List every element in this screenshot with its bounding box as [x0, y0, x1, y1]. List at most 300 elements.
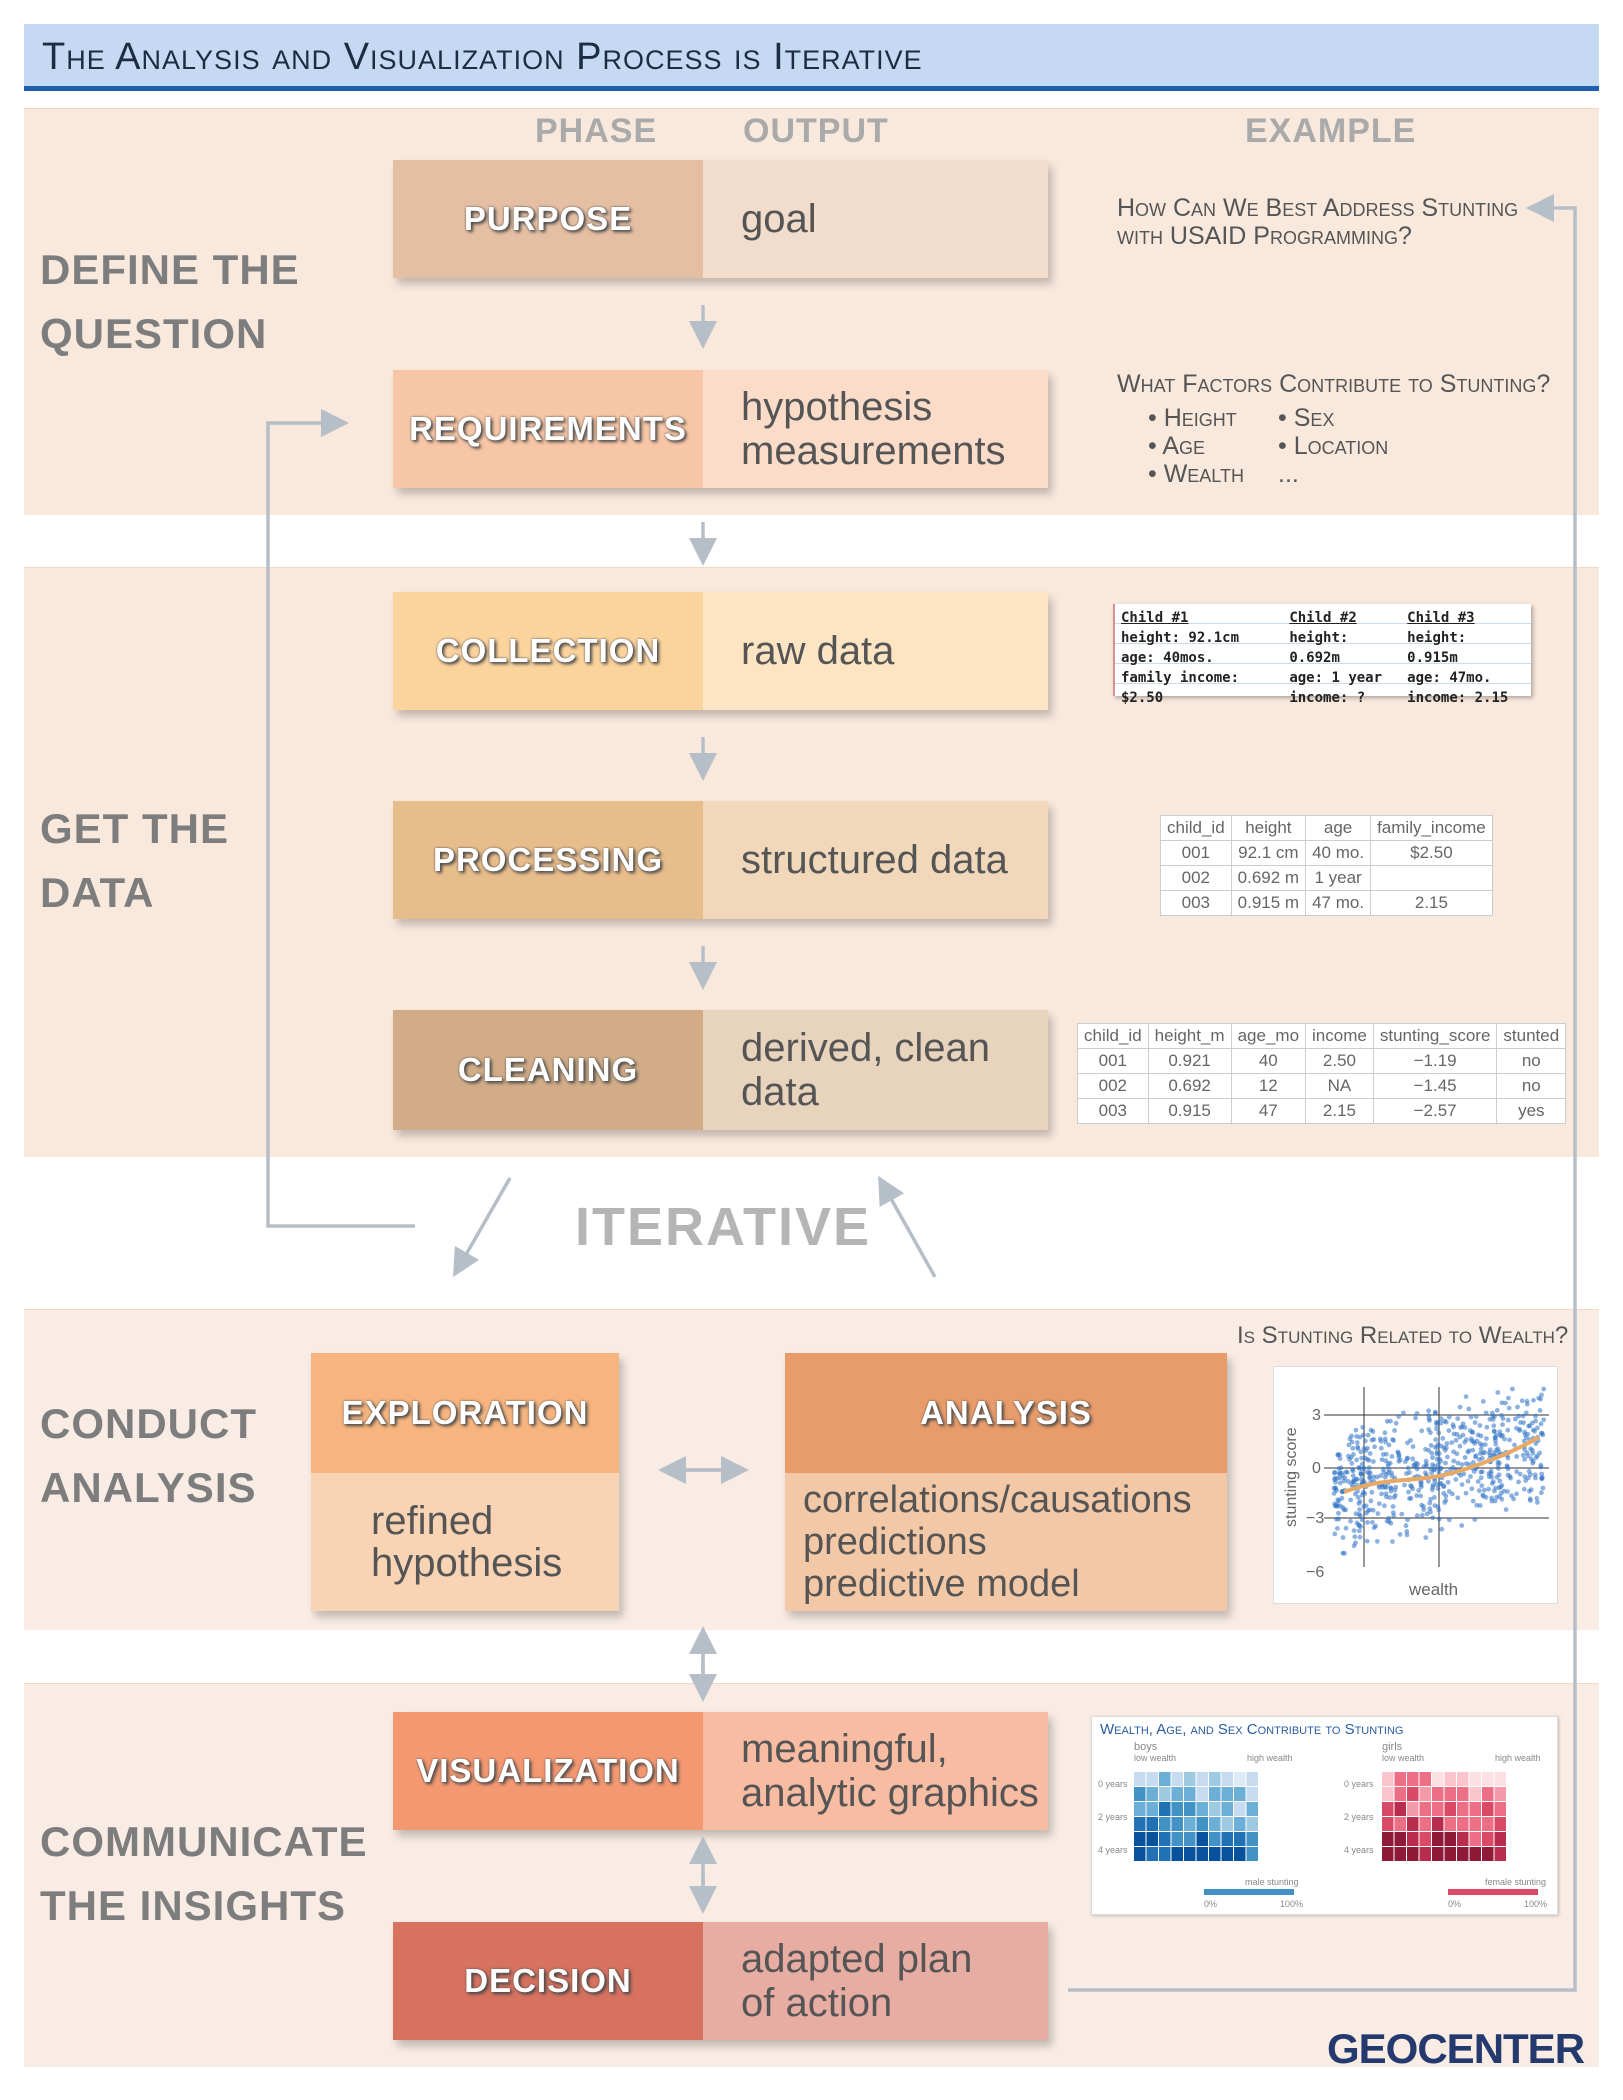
heatmap-cell [1134, 1772, 1146, 1786]
scatter-point [1533, 1414, 1538, 1419]
heatmap-cell [1420, 1847, 1432, 1861]
output-line: structured data [741, 838, 1008, 882]
scatter-point [1488, 1417, 1493, 1422]
scatter-point [1433, 1410, 1438, 1415]
scatter-point [1507, 1438, 1512, 1443]
scatter-point [1541, 1387, 1546, 1392]
scatter-point [1485, 1425, 1490, 1430]
loop-left [268, 423, 415, 1226]
scatter-point [1512, 1443, 1517, 1448]
scatter-plot [1273, 1366, 1558, 1604]
scatter-point [1365, 1520, 1370, 1525]
age-label: 4 years [1098, 1845, 1128, 1855]
scatter-point [1391, 1504, 1396, 1509]
section-define: DEFINE THE QUESTION [40, 246, 300, 357]
scatter-point [1405, 1517, 1410, 1522]
scatter-point [1356, 1495, 1361, 1500]
table-header: child_id height age family_income [1161, 816, 1493, 841]
heatmap-cell [1407, 1802, 1419, 1816]
scatter-point [1433, 1445, 1438, 1450]
scatter-point [1522, 1457, 1527, 1462]
scatter-point [1474, 1453, 1479, 1458]
heatmap-cell [1395, 1787, 1407, 1801]
heatmap-cell [1407, 1832, 1419, 1846]
scatter-point [1464, 1491, 1469, 1496]
scatter-point [1458, 1444, 1463, 1449]
heatmap-cell [1159, 1817, 1171, 1831]
example-purpose: How Can We Best Address Stunting with USAID Programming? [1117, 194, 1519, 250]
column-example: EXAMPLE [1245, 112, 1417, 150]
scatter-point [1499, 1491, 1504, 1496]
scatter-point [1514, 1454, 1519, 1459]
scatter-point [1472, 1517, 1477, 1522]
scatter-point [1406, 1466, 1411, 1471]
scatter-point [1368, 1451, 1373, 1456]
scatter-point [1420, 1513, 1425, 1518]
heatmap-cell [1209, 1847, 1221, 1861]
heatmap-cell [1147, 1817, 1159, 1831]
scatter-point [1516, 1414, 1521, 1419]
scatter-point [1538, 1465, 1543, 1470]
scatter-point [1531, 1428, 1536, 1433]
scatter-point [1530, 1451, 1535, 1456]
heatmap-cell [1209, 1832, 1221, 1846]
legend-max: 100% [1280, 1899, 1304, 1909]
heatmap-cell [1234, 1817, 1246, 1831]
heatmap-cell [1407, 1772, 1419, 1786]
legend-bar-male [1204, 1889, 1294, 1895]
heatmap-cell [1184, 1832, 1196, 1846]
output-line: derived, clean [741, 1026, 991, 1070]
scatter-point [1451, 1422, 1456, 1427]
scatter-point [1455, 1416, 1460, 1421]
scatter-point [1499, 1497, 1504, 1502]
scatter-point [1365, 1539, 1370, 1544]
output-line: adapted plan [741, 1937, 973, 1981]
phase-exploration: EXPLORATION [311, 1353, 619, 1473]
scatter-point [1344, 1526, 1349, 1531]
scatter-point [1367, 1465, 1372, 1470]
heatmap-cell [1482, 1832, 1494, 1846]
scatter-point [1495, 1408, 1500, 1413]
table-row: 001 0.921 40 2.50 −1.19 no [1078, 1049, 1566, 1074]
scatter-point [1503, 1401, 1508, 1406]
scatter-point [1359, 1477, 1364, 1482]
scatter-point [1405, 1533, 1410, 1538]
heatmap-cell [1445, 1787, 1457, 1801]
scatter-point [1460, 1462, 1465, 1467]
scatter-point [1462, 1440, 1467, 1445]
scatter-point [1493, 1486, 1498, 1491]
heatmap-cell [1482, 1817, 1494, 1831]
scatter-point [1534, 1455, 1539, 1460]
scatter-point [1482, 1488, 1487, 1493]
scatter-point [1434, 1422, 1439, 1427]
scatter-point [1535, 1496, 1540, 1501]
scatter-point [1377, 1501, 1382, 1506]
scatter-point [1432, 1467, 1437, 1472]
scatter-point [1372, 1444, 1377, 1449]
scatter-point [1354, 1458, 1359, 1463]
scatter-point [1434, 1426, 1439, 1431]
scatter-point [1335, 1526, 1340, 1531]
heatmap-cell [1432, 1817, 1444, 1831]
scatter-point [1388, 1461, 1393, 1466]
scatter-point [1469, 1436, 1474, 1441]
scatter-point [1410, 1486, 1415, 1491]
scatter-point [1336, 1511, 1341, 1516]
scatter-point [1407, 1496, 1412, 1501]
scatter-point [1506, 1396, 1511, 1401]
heatmap-cell [1420, 1832, 1432, 1846]
axis-label: wealth [1409, 1580, 1459, 1599]
heatmap-cell [1395, 1847, 1407, 1861]
tick-label: −3 [1306, 1510, 1325, 1527]
scatter-point [1491, 1479, 1496, 1484]
heatmap-cell [1222, 1772, 1234, 1786]
scatter-point [1472, 1441, 1477, 1446]
column-phase: PHASE [535, 112, 658, 150]
scatter-point [1419, 1480, 1424, 1485]
table-row: 001 92.1 cm 40 mo. $2.50 [1161, 841, 1493, 866]
scatter-point [1341, 1505, 1346, 1510]
scatter-point [1493, 1499, 1498, 1504]
tick-label: 0 [1312, 1460, 1321, 1477]
heatmap-cell [1159, 1832, 1171, 1846]
note-child-2: Child #2 height: 0.692m age: 1 year income: ? [1289, 610, 1383, 706]
scatter-point [1341, 1473, 1346, 1478]
scatter-point [1346, 1479, 1351, 1484]
heatmap-cell [1234, 1772, 1246, 1786]
heatmap-cell [1184, 1772, 1196, 1786]
heatmap-cell [1495, 1802, 1507, 1816]
table-header: child_id height_m age_mo income stunting_score stunted [1078, 1024, 1566, 1049]
scatter-point [1370, 1490, 1375, 1495]
scatter-point [1447, 1489, 1452, 1494]
output-line: hypothesis [371, 1541, 563, 1585]
heatmap-cell [1382, 1817, 1394, 1831]
scatter-point [1396, 1414, 1401, 1419]
scatter-point [1506, 1418, 1511, 1423]
legend-male: male stunting [1245, 1877, 1299, 1887]
heatmap-cell [1209, 1802, 1221, 1816]
heatmap-cell [1147, 1847, 1159, 1861]
heatmap-cell [1247, 1832, 1259, 1846]
scatter-point [1383, 1458, 1388, 1463]
scatter-point [1340, 1551, 1345, 1556]
scatter-point [1416, 1488, 1421, 1493]
scatter-point [1539, 1422, 1544, 1427]
factor-item: • Sex [1278, 404, 1335, 432]
scatter-point [1436, 1504, 1441, 1509]
heatmap-title: Wealth, Age, and Sex Contribute to Stunting [1100, 1721, 1404, 1738]
scatter-point [1528, 1496, 1533, 1501]
scatter-point [1364, 1503, 1369, 1508]
scatter-point [1399, 1512, 1404, 1517]
axis-label: stunting score [1283, 1427, 1300, 1527]
scatter-point [1539, 1393, 1544, 1398]
scatter-point [1520, 1398, 1525, 1403]
scatter-point [1394, 1421, 1399, 1426]
scatter-point [1515, 1405, 1520, 1410]
scatter-point [1511, 1497, 1516, 1502]
scatter-point [1505, 1428, 1510, 1433]
heatmap-cell [1382, 1802, 1394, 1816]
scatter-point [1429, 1451, 1434, 1456]
scatter-point [1345, 1470, 1350, 1475]
output-line: predictions [803, 1521, 987, 1563]
heatmap-cell [1197, 1772, 1209, 1786]
output-line: of action [741, 1981, 893, 2025]
scatter-point [1439, 1416, 1444, 1421]
scatter-point [1498, 1485, 1503, 1490]
scatter-point [1451, 1459, 1456, 1464]
scatter-point [1504, 1507, 1509, 1512]
legend-min: 0% [1204, 1899, 1218, 1909]
scatter-point [1541, 1417, 1546, 1422]
handwritten-notes [1113, 604, 1531, 706]
heatmap-cell [1382, 1787, 1394, 1801]
scatter-point [1452, 1432, 1457, 1437]
scatter-point [1471, 1499, 1476, 1504]
scatter-point [1390, 1454, 1395, 1459]
scatter-point [1427, 1506, 1432, 1511]
heatmap-cell [1247, 1802, 1259, 1816]
scatter-point [1469, 1415, 1474, 1420]
scatter-point [1354, 1434, 1359, 1439]
scatter-point [1499, 1413, 1504, 1418]
scatter-point [1434, 1452, 1439, 1457]
scatter-point [1531, 1398, 1536, 1403]
scatter-point [1522, 1487, 1527, 1492]
scatter-point [1390, 1539, 1395, 1544]
heatmap-cell [1432, 1847, 1444, 1861]
scatter-point [1493, 1438, 1498, 1443]
scatter-point [1487, 1450, 1492, 1455]
scatter-point [1426, 1427, 1431, 1432]
scatter-point [1389, 1486, 1394, 1491]
scatter-point [1516, 1480, 1521, 1485]
heatmap-cell [1457, 1772, 1469, 1786]
scatter-point [1497, 1479, 1502, 1484]
example-requirements-question: What Factors Contribute to Stunting? [1117, 370, 1551, 398]
section-get: GET THE DATA [40, 805, 230, 916]
scatter-point [1422, 1464, 1427, 1469]
arrow-iterative-up [885, 1188, 935, 1277]
scatter-point [1484, 1411, 1489, 1416]
scatter-point [1481, 1399, 1486, 1404]
heatmap-cell [1234, 1787, 1246, 1801]
scatter-point [1505, 1464, 1510, 1469]
scatter-point [1455, 1495, 1460, 1500]
scatter-point [1437, 1517, 1442, 1522]
scatter-title: Is Stunting Related to Wealth? [1237, 1322, 1569, 1349]
heatmap-cell [1222, 1802, 1234, 1816]
scatter-point [1378, 1437, 1383, 1442]
legend-bar-female [1448, 1889, 1538, 1895]
heatmap-cell [1470, 1847, 1482, 1861]
heatmap-cell [1495, 1772, 1507, 1786]
heatmap-cell [1495, 1832, 1507, 1846]
scatter-point [1334, 1488, 1339, 1493]
phase-processing: PROCESSING [393, 801, 703, 919]
age-label: 2 years [1098, 1812, 1128, 1822]
heatmap-cell [1420, 1817, 1432, 1831]
scatter-point [1445, 1455, 1450, 1460]
scatter-point [1539, 1431, 1544, 1436]
scatter-point [1365, 1470, 1370, 1475]
heatmap-cell [1172, 1817, 1184, 1831]
scatter-point [1359, 1450, 1364, 1455]
scatter-point [1336, 1517, 1341, 1522]
scatter-point [1398, 1458, 1403, 1463]
scatter-point [1484, 1436, 1489, 1441]
factor-item: ... [1278, 460, 1299, 488]
scatter-point [1415, 1513, 1420, 1518]
iterative-label: ITERATIVE [575, 1197, 872, 1257]
arrow-iterative-down [460, 1178, 510, 1265]
heatmap-cell [1432, 1832, 1444, 1846]
heatmap-cell [1457, 1847, 1469, 1861]
table-row: 002 0.692 m 1 year [1161, 866, 1493, 891]
scatter-point [1357, 1466, 1362, 1471]
scatter-point [1369, 1499, 1374, 1504]
scatter-point [1478, 1423, 1483, 1428]
heatmap-cell [1209, 1787, 1221, 1801]
heatmap-cell [1159, 1787, 1171, 1801]
scatter-point [1348, 1519, 1353, 1524]
scatter-point [1384, 1485, 1389, 1490]
scatter-point [1379, 1492, 1384, 1497]
output-line: raw data [741, 629, 895, 673]
scatter-point [1481, 1451, 1486, 1456]
scatter-point [1500, 1422, 1505, 1427]
scatter-point [1433, 1437, 1438, 1442]
scatter-point [1441, 1484, 1446, 1489]
wealth-high-label: high wealth [1495, 1753, 1541, 1763]
scatter-point [1439, 1421, 1444, 1426]
output-line: meaningful, [741, 1727, 948, 1771]
factor-list [1148, 404, 1408, 488]
scatter-point [1348, 1437, 1353, 1442]
scatter-point [1360, 1425, 1365, 1430]
heatmap-cell [1184, 1787, 1196, 1801]
heatmap-cell [1445, 1772, 1457, 1786]
scatter-point [1460, 1482, 1465, 1487]
scatter-point [1479, 1434, 1484, 1439]
heatmap-cell [1234, 1802, 1246, 1816]
legend-female: female stunting [1485, 1877, 1547, 1887]
scatter-point [1525, 1402, 1530, 1407]
heatmap-cell [1247, 1772, 1259, 1786]
heatmap-cell [1482, 1847, 1494, 1861]
heatmap-cell [1147, 1772, 1159, 1786]
scatter-point [1453, 1477, 1458, 1482]
scatter-point [1491, 1423, 1496, 1428]
heatmap-cell [1172, 1847, 1184, 1861]
heatmap-cell [1172, 1772, 1184, 1786]
age-label: 0 years [1344, 1779, 1374, 1789]
phase-analysis: ANALYSIS [785, 1353, 1227, 1473]
scatter-point [1405, 1456, 1410, 1461]
scatter-point [1401, 1411, 1406, 1416]
scatter-point [1537, 1451, 1542, 1456]
heatmap-cell [1234, 1832, 1246, 1846]
scatter-point [1449, 1440, 1454, 1445]
heatmap-cell [1184, 1802, 1196, 1816]
scatter-point [1478, 1470, 1483, 1475]
output-line: refined [371, 1499, 494, 1543]
scatter-point [1360, 1462, 1365, 1467]
scatter-point [1408, 1438, 1413, 1443]
heatmap-cell [1184, 1847, 1196, 1861]
scatter-point [1391, 1513, 1396, 1518]
scatter-point [1350, 1461, 1355, 1466]
scatter-point [1352, 1534, 1357, 1539]
output-line: measurements [741, 429, 1006, 473]
scatter-point [1402, 1483, 1407, 1488]
scatter-point [1443, 1461, 1448, 1466]
heatmap-cell [1445, 1817, 1457, 1831]
phase-collection: COLLECTION [393, 592, 703, 710]
scatter-point [1384, 1452, 1389, 1457]
heatmap-cell [1445, 1847, 1457, 1861]
scatter-point [1541, 1486, 1546, 1491]
scatter-point [1376, 1511, 1381, 1516]
scatter-point [1479, 1483, 1484, 1488]
table-row: 003 0.915 m 47 mo. 2.15 [1161, 891, 1493, 916]
heatmap-cell [1134, 1832, 1146, 1846]
heatmap-cell [1147, 1802, 1159, 1816]
scatter-point [1427, 1416, 1432, 1421]
heatmap-cell [1159, 1772, 1171, 1786]
heatmap-cell [1457, 1802, 1469, 1816]
scatter-point [1438, 1466, 1443, 1471]
note-child-1: Child #1 height: 92.1cm age: 40mos. family income: $2.50 [1121, 610, 1240, 706]
scatter-point [1398, 1532, 1403, 1537]
scatter-point [1363, 1439, 1368, 1444]
page-title: The Analysis and Visualization Process is Iterative [42, 36, 923, 78]
scatter-point [1447, 1517, 1452, 1522]
scatter-point [1339, 1465, 1344, 1470]
scatter-point [1476, 1479, 1481, 1484]
heatmap-cell [1470, 1832, 1482, 1846]
scatter-point [1480, 1443, 1485, 1448]
scatter-point [1507, 1406, 1512, 1411]
heatmap-cell [1407, 1787, 1419, 1801]
heatmap-cell [1234, 1847, 1246, 1861]
legend-max: 100% [1524, 1899, 1548, 1909]
section-communicate: COMMUNICATE THE INSIGHTS [40, 1818, 368, 1929]
heatmap-cell [1395, 1802, 1407, 1816]
scatter-point [1415, 1411, 1420, 1416]
scatter-point [1341, 1535, 1346, 1540]
scatter-point [1333, 1476, 1338, 1481]
heatmap-cell [1495, 1787, 1507, 1801]
scatter-point [1505, 1489, 1510, 1494]
output-line: hypothesis [741, 385, 933, 429]
scatter-point [1439, 1527, 1444, 1532]
heatmap-cell [1197, 1802, 1209, 1816]
heatmap-cell [1482, 1772, 1494, 1786]
scatter-point [1359, 1456, 1364, 1461]
scatter-point [1354, 1428, 1359, 1433]
heatmap-cell [1395, 1817, 1407, 1831]
scatter-point [1354, 1511, 1359, 1516]
scatter-point [1463, 1455, 1468, 1460]
scatter-point [1357, 1529, 1362, 1534]
heatmap-cell [1395, 1832, 1407, 1846]
